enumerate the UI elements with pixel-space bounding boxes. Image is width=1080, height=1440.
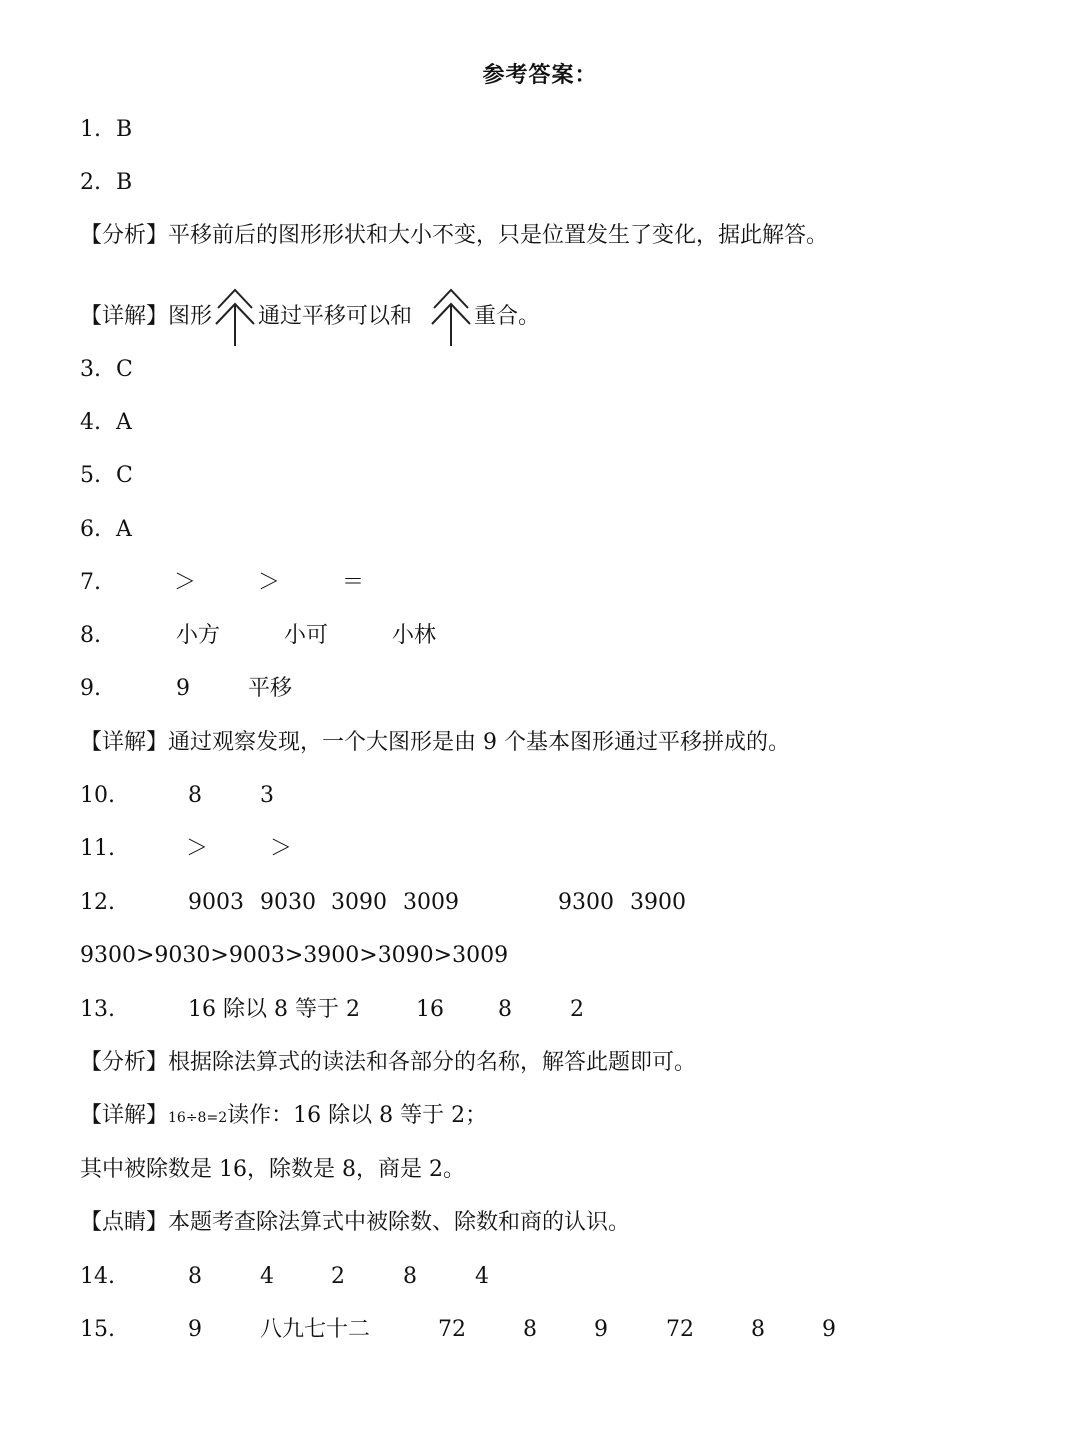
question-number: 2.	[80, 170, 101, 195]
answer-value: 3900	[630, 890, 686, 915]
note-line-13: 【点睛】本题考查除法算式中被除数、除数和商的认识。	[80, 1210, 631, 1235]
answer-value: 72	[666, 1317, 694, 1342]
answer-value: C	[116, 357, 133, 382]
question-number: 6.	[80, 517, 101, 542]
detail-prefix: 【详解】	[80, 1103, 169, 1128]
detail-line-13b: 其中被除数是 16，除数是 8，商是 2。	[80, 1157, 465, 1182]
answer-value: 8	[498, 997, 512, 1022]
question-number: 7.	[80, 570, 101, 595]
answer-value: 9	[188, 1317, 202, 1342]
answer-value: B	[116, 170, 133, 195]
answer-value: 3	[260, 783, 274, 808]
answer-value: C	[116, 463, 133, 488]
answer-line-14	[80, 1260, 980, 1294]
answer-value: 2	[570, 997, 584, 1022]
detail-rest: 读作：16 除以 8 等于 2；	[227, 1103, 488, 1128]
answer-value: 72	[438, 1317, 466, 1342]
question-number: 15.	[80, 1317, 115, 1342]
order-line-12: 9300>9030>9003>3900>3090>3009	[80, 943, 509, 968]
answer-value: A	[116, 517, 132, 542]
answer-line-10	[80, 779, 980, 813]
answer-value: 8	[188, 783, 202, 808]
answer-value: 9003	[188, 890, 244, 915]
answer-value: 平移	[248, 676, 293, 701]
question-number: 10.	[80, 783, 115, 808]
answer-value: 8	[188, 1264, 202, 1289]
answer-value: 9030	[260, 890, 316, 915]
answer-value: ＞	[186, 836, 209, 861]
question-number: 3.	[80, 357, 101, 382]
answer-line-11	[80, 832, 980, 866]
answer-value: 16	[416, 997, 444, 1022]
answer-value: 9	[822, 1317, 836, 1342]
detail-mid: 通过平移可以和	[258, 304, 413, 329]
detail-line-9: 【详解】通过观察发现，一个大图形是由 9 个基本图形通过平移拼成的。	[80, 730, 790, 755]
answer-value: 16 除以 8 等于 2	[188, 997, 360, 1022]
question-number: 12.	[80, 890, 115, 915]
answer-value: 八九七十二	[260, 1317, 371, 1342]
question-number: 11.	[80, 836, 115, 861]
answer-line-13	[80, 993, 980, 1027]
answer-value: 9	[176, 676, 190, 701]
question-number: 1.	[80, 117, 101, 142]
answer-line-15	[80, 1313, 980, 1347]
answer-value: B	[116, 117, 133, 142]
answer-value: 8	[403, 1264, 417, 1289]
answer-value: 4	[260, 1264, 274, 1289]
answer-value: 4	[475, 1264, 489, 1289]
answer-value: 9300	[558, 890, 614, 915]
detail-line-2	[80, 286, 540, 348]
answer-value: ＞	[174, 570, 197, 595]
page-title: 参考答案：	[482, 62, 598, 88]
answer-value: ＝	[342, 570, 365, 595]
answer-line-9	[80, 672, 980, 706]
answer-value: 3009	[403, 890, 459, 915]
question-number: 9.	[80, 676, 101, 701]
answer-value: 小方	[176, 623, 221, 648]
answer-line-12	[80, 886, 980, 920]
detail-prefix: 【详解】图形	[80, 304, 213, 329]
answer-line-8	[80, 619, 980, 653]
tree-shape-icon	[212, 286, 258, 348]
answer-value: 8	[751, 1317, 765, 1342]
analysis-line-2: 【分析】平移前后的图形形状和大小不变，只是位置发生了变化，据此解答。	[80, 223, 829, 248]
answer-value: 9	[594, 1317, 608, 1342]
question-number: 8.	[80, 623, 101, 648]
answer-value: 小可	[284, 623, 329, 648]
answer-value: 2	[331, 1264, 345, 1289]
analysis-line-13: 【分析】根据除法算式的读法和各部分的名称，解答此题即可。	[80, 1050, 697, 1075]
question-number: 13.	[80, 997, 115, 1022]
question-number: 14.	[80, 1264, 115, 1289]
answer-value: A	[116, 410, 132, 435]
answer-value: ＞	[270, 836, 293, 861]
question-number: 4.	[80, 410, 101, 435]
answer-value: 小林	[392, 623, 437, 648]
question-number: 5.	[80, 463, 101, 488]
detail-line-13	[80, 1099, 487, 1133]
answer-line-7	[80, 566, 980, 600]
tree-shape-icon	[428, 286, 474, 348]
division-formula: 16÷8=2	[168, 1110, 228, 1126]
answer-value: ＞	[258, 570, 281, 595]
detail-suffix: 重合。	[474, 304, 541, 329]
answer-value: 8	[523, 1317, 537, 1342]
answer-value: 3090	[331, 890, 387, 915]
